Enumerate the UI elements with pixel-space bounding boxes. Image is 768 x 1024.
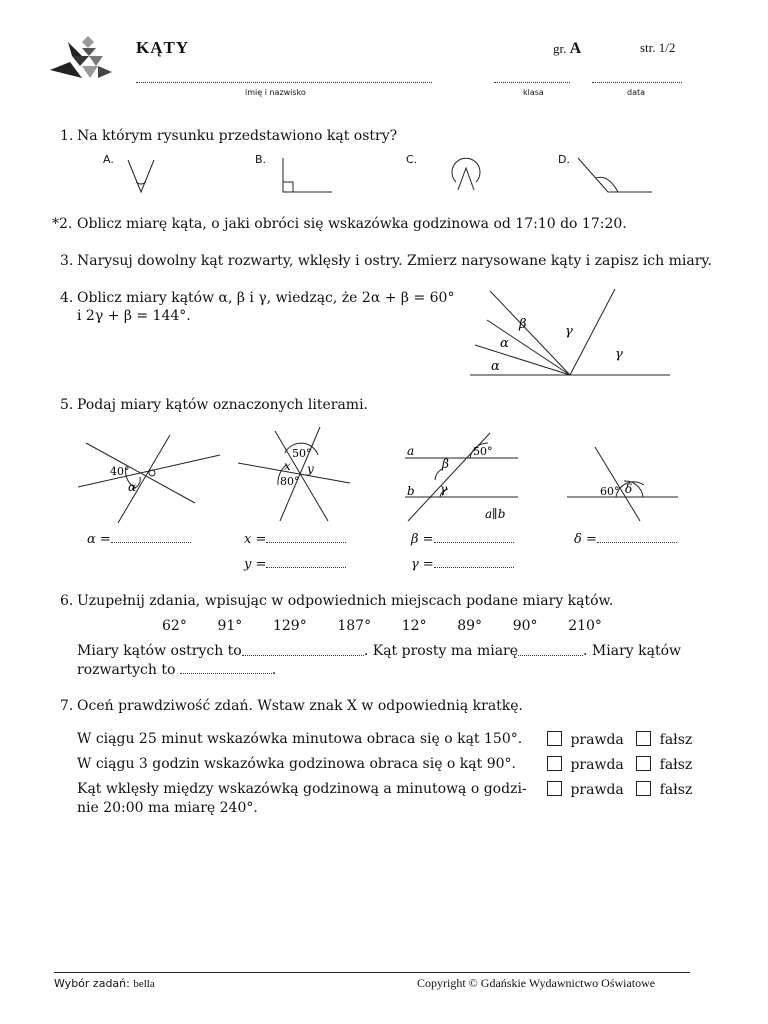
q5-fig1-alpha: α bbox=[128, 480, 137, 494]
q7-row-1-options: prawda fałsz bbox=[547, 731, 692, 748]
q5-fig2-50: 50° bbox=[292, 447, 312, 460]
q5-fig3-gamma: γ bbox=[440, 482, 448, 496]
q5-answer-delta-field[interactable] bbox=[597, 532, 677, 543]
name-field-label: imię i nazwisko bbox=[245, 88, 306, 97]
q6-acute-field[interactable] bbox=[242, 643, 364, 656]
q4-alpha-label-1: α bbox=[500, 336, 509, 351]
q6-value: 91° bbox=[217, 618, 243, 634]
question-2-number: *2. bbox=[52, 216, 73, 232]
q5-figures bbox=[70, 425, 690, 525]
date-field[interactable] bbox=[592, 72, 682, 83]
q7-row-2-false-checkbox[interactable] bbox=[636, 756, 651, 771]
angle-d-figure bbox=[578, 158, 652, 192]
q5-answer-gamma: γ = bbox=[411, 557, 514, 572]
q7-row-1-true-checkbox[interactable] bbox=[547, 731, 562, 746]
q7-row-3-true-checkbox[interactable] bbox=[547, 781, 562, 796]
page-number: str. 1/2 bbox=[640, 40, 676, 55]
q5-answer-alpha-field[interactable] bbox=[111, 532, 191, 543]
q6-value-list bbox=[162, 618, 602, 634]
q5-answer-y-field[interactable] bbox=[266, 557, 346, 568]
q6-value: 12° bbox=[401, 618, 427, 634]
q7-row-3-options: prawda fałsz bbox=[547, 781, 692, 798]
option-d-label: D. bbox=[558, 153, 570, 166]
question-5-text: Podaj miary kątów oznaczonych literami. bbox=[77, 397, 369, 413]
q5-fig2-80: 80° bbox=[280, 475, 300, 488]
option-c-label: C. bbox=[406, 153, 418, 166]
option-b-label: B. bbox=[255, 153, 267, 166]
q1-figures bbox=[100, 150, 660, 200]
q4-gamma-label-1: γ bbox=[565, 324, 573, 339]
q5-answer-x: x = bbox=[244, 532, 346, 547]
date-field-label: data bbox=[627, 88, 646, 97]
footer-selection: Wybór zadań: bella bbox=[54, 977, 155, 990]
worksheet-title: KĄTY bbox=[136, 38, 190, 57]
q6-value: 62° bbox=[162, 618, 187, 634]
q6-obtuse-field[interactable] bbox=[180, 661, 272, 674]
question-7-text: Oceń prawdziwość zdań. Wstaw znak X w odpowiednią kratkę. bbox=[77, 698, 524, 714]
q4-beta-label: β bbox=[519, 317, 527, 332]
question-4-number: 4. bbox=[60, 290, 74, 306]
question-3-number: 3. bbox=[60, 253, 74, 269]
question-6-number: 6. bbox=[60, 593, 74, 609]
q7-statement-3-continued: nie 20:00 ma miarę 240°. bbox=[77, 800, 258, 816]
q6-value: 210° bbox=[568, 618, 602, 634]
class-field[interactable] bbox=[494, 72, 570, 83]
q7-row-2-true-checkbox[interactable] bbox=[547, 756, 562, 771]
question-4-line-2: i 2γ + β = 144°. bbox=[77, 308, 191, 324]
q5-answer-alpha: α = bbox=[87, 532, 191, 547]
q4-figure bbox=[465, 285, 680, 385]
q6-value: 187° bbox=[337, 618, 372, 634]
q6-sentence-line-2: rozwartych to . bbox=[77, 662, 277, 678]
q7-row-2-options: prawda fałsz bbox=[547, 756, 692, 773]
q7-row-3-false-checkbox[interactable] bbox=[636, 781, 651, 796]
question-1-number: 1. bbox=[60, 128, 74, 144]
q6-right-angle-field[interactable] bbox=[518, 643, 583, 656]
q6-sentence-line-1: Miary kątów ostrych to . Kąt prosty ma miarę . Miary kątów bbox=[77, 643, 681, 659]
q5-answer-beta: β = bbox=[411, 532, 514, 547]
q7-statement-2: W ciągu 3 godzin wskazówka godzinowa obraca się o kąt 90°. bbox=[77, 756, 516, 772]
group-indicator: gr. A bbox=[553, 40, 582, 57]
q5-answer-beta-field[interactable] bbox=[434, 532, 514, 543]
q5-fig4-delta: δ bbox=[625, 482, 633, 496]
option-a-label: A. bbox=[103, 153, 114, 166]
q6-value: 90° bbox=[512, 618, 538, 634]
q4-gamma-label-2: γ bbox=[615, 347, 623, 362]
q7-statement-3: Kąt wklęsły między wskazówką godzinową a minutową o godzi- bbox=[77, 781, 527, 797]
q5-answer-delta: δ = bbox=[574, 532, 677, 547]
footer-divider bbox=[54, 972, 690, 973]
q6-value: 129° bbox=[272, 618, 307, 634]
publisher-logo bbox=[48, 32, 118, 88]
q5-fig3-a: a bbox=[407, 444, 415, 458]
q5-fig3-beta: β bbox=[442, 457, 449, 471]
q7-statement-1: W ciągu 25 minut wskazówka minutowa obraca się o kąt 150°. bbox=[77, 731, 523, 747]
q5-answer-gamma-field[interactable] bbox=[434, 557, 514, 568]
question-6-text: Uzupełnij zdania, wpisując w odpowiednich miejscach podane miary kątów. bbox=[77, 593, 614, 609]
angle-c-figure bbox=[452, 158, 480, 190]
name-field[interactable] bbox=[136, 72, 432, 83]
q7-row-1-false-checkbox[interactable] bbox=[636, 731, 651, 746]
q5-fig3-b: b bbox=[407, 484, 415, 498]
angle-b-figure bbox=[283, 158, 332, 192]
question-1-text: Na którym rysunku przedstawiono kąt ostry? bbox=[77, 128, 398, 144]
question-4-line-1: Oblicz miary kątów α, β i γ, wiedząc, że 2α + β = 60° bbox=[77, 290, 455, 306]
q5-fig3-50: 50° bbox=[473, 445, 493, 458]
q4-alpha-label-2: α bbox=[491, 359, 500, 374]
question-2-text: Oblicz miarę kąta, o jaki obróci się wskazówka godzinowa od 17:10 do 17:20. bbox=[77, 216, 627, 232]
question-7-number: 7. bbox=[60, 698, 74, 714]
q5-answer-y: y = bbox=[244, 557, 346, 572]
q6-value: 89° bbox=[457, 618, 483, 634]
q5-fig1-angle: 40° bbox=[110, 465, 130, 478]
angle-a-figure bbox=[128, 160, 154, 192]
question-3-text: Narysuj dowolny kąt rozwarty, wklęsły i ostry. Zmierz narysowane kąty i zapisz ich miary. bbox=[77, 253, 712, 269]
q5-fig2-y: y bbox=[307, 462, 314, 476]
q5-answer-x-field[interactable] bbox=[266, 532, 346, 543]
q5-fig2-x: x bbox=[284, 459, 291, 473]
q5-fig3-parallel: a∥b bbox=[485, 507, 506, 521]
footer-copyright: Copyright © Gdańskie Wydawnictwo Oświatowe bbox=[417, 976, 656, 990]
question-5-number: 5. bbox=[60, 397, 74, 413]
class-field-label: klasa bbox=[523, 88, 544, 97]
q5-fig4-60: 60° bbox=[600, 485, 620, 498]
